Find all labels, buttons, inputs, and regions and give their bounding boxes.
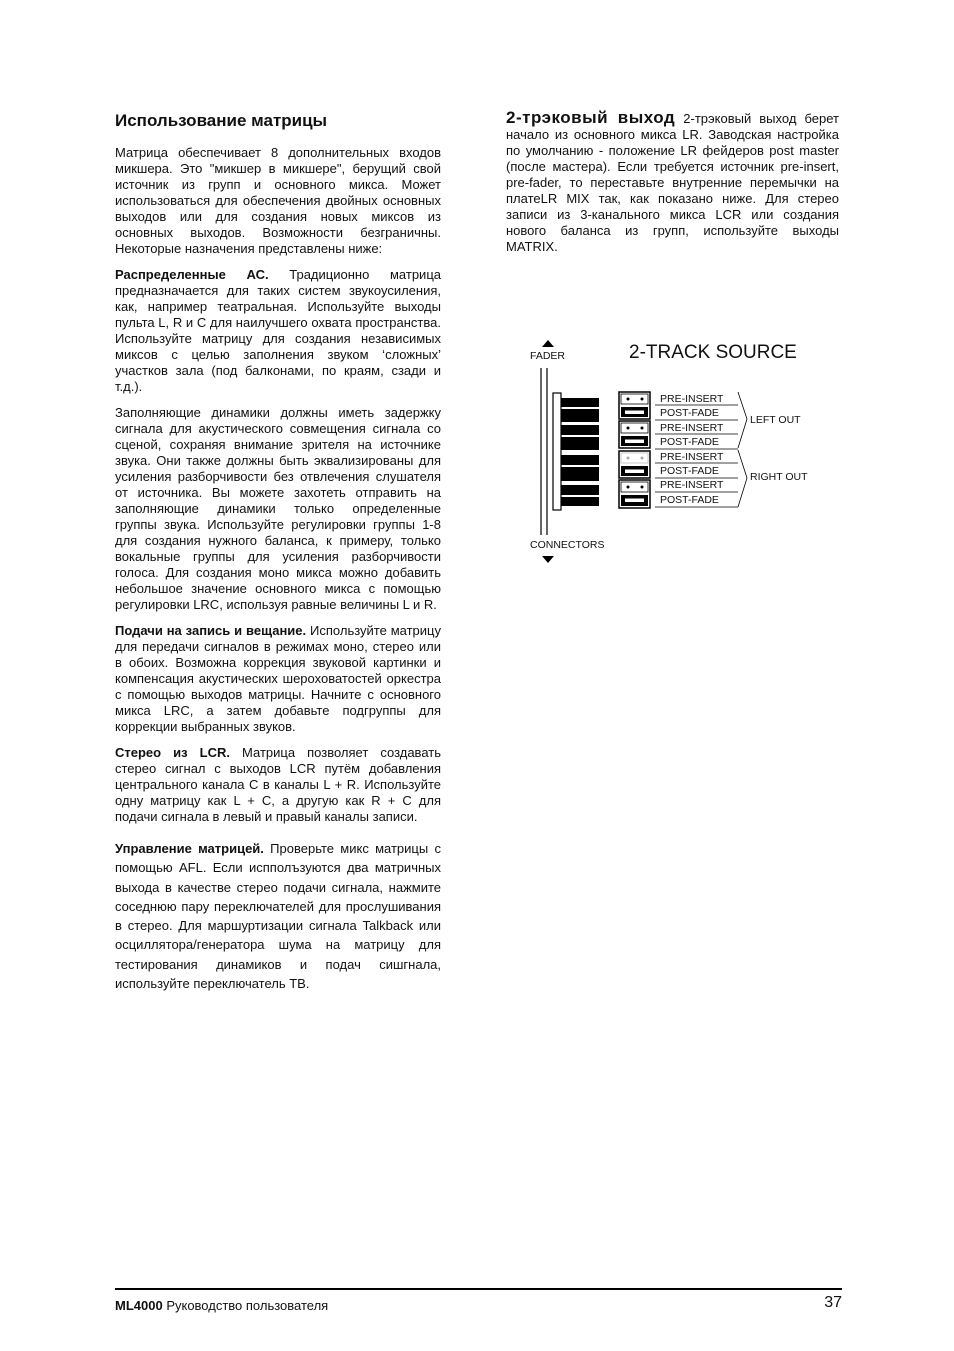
intro-paragraph: Матрица обеспечивает 8 дополнительных входов микшера. Это "микшер в микшере", берущий свой источник из групп и основного микса. Может использоваться для обеспечения двойных основных выходов или для создания новых миксов из основных выходов. Возможности безграничны. Некоторые назначения представлены ниже:: [115, 145, 441, 256]
paragraph-body: Используйте матрицу для передачи сигналов в режимах моно, стерео или в обоих. Возможна коррекция звуковой картинки и компенсация акустических шероховатостей оркестра с помощью выходов матрицы. Начните с основного микса LRC, а затем добавьте подгруппы для коррекции выбранных звуков.: [115, 623, 441, 734]
jumper-label-post-fade: POST-FADE: [660, 494, 719, 506]
paragraph-recording-feeds: [115, 623, 441, 735]
pcb-board: [553, 393, 561, 510]
jumper-label-post-fade: POST-FADE: [660, 436, 719, 448]
section-heading-2track: 2-трэковый выход: [506, 108, 676, 127]
right-out-brace: [738, 450, 747, 507]
paragraph-distributed-speakers: [115, 267, 441, 395]
paragraph-lead: Подачи на запись и вещание.: [115, 623, 307, 638]
jumper-label-post-fade: POST-FADE: [660, 465, 719, 477]
paragraph-lead: Распределенные АС.: [115, 267, 269, 282]
jumper-block: [561, 455, 599, 465]
connectors-label: CONNECTORS: [530, 539, 605, 551]
paragraph-body: Проверьте микс матрицы с помощью AFL. Если испполъзуются два матричных выхода в качестве стерео подачи сигнала, нажмите соседнюю пару переключателей для прослушивания в стерео. Для маршуртизации сигнала Talkback или осциллятора/генератора шума на матрицу для тестирования динамиков и подач сишгнала, используйте переключатель TB.: [115, 841, 441, 992]
jumper-block: [561, 398, 599, 407]
paragraph-lead: Управление матрицей.: [115, 841, 264, 856]
paragraph-lead: Стерео из LCR.: [115, 745, 230, 760]
jumper-block: [561, 425, 599, 435]
left-out-brace: [738, 392, 747, 448]
jumper-label-pre-insert: PRE-INSERT: [660, 422, 724, 434]
fader-label: FADER: [530, 350, 566, 362]
jumper-block: [561, 437, 599, 450]
right-out-label: RIGHT OUT: [750, 471, 808, 483]
right-column: [506, 110, 839, 255]
jumper-block: [561, 485, 599, 495]
jumper-header-right-2: [619, 480, 650, 508]
paragraph-body: 2-трэковый выход берет начало из основного микса LR. Заводская настройка по умолчанию - положение LR фейдеров post master (после мастера). Если требуется источник pre-insert, pre-fader, то переставьте внутренние перемычки на платеLR MIX так, как показано ниже. Для стерео записи из 3-канального микса LCR или создания нового баланса из групп, используйте выходы MATRIX.: [506, 111, 839, 254]
paragraph-2track-output: [506, 110, 839, 255]
jumper-header-left-1: [619, 392, 650, 419]
arrow-up-icon: [542, 340, 554, 347]
diagram-title: 2-TRACK SOURCE: [629, 342, 797, 363]
left-out-label: LEFT OUT: [750, 414, 801, 426]
footer-manual-title: [115, 1298, 328, 1313]
jumper-block: [561, 409, 599, 422]
2track-source-diagram: [522, 335, 852, 565]
diagram-graphics: [522, 335, 852, 565]
jumper-header-left-2: [619, 421, 650, 448]
jumper-label-post-fade: POST-FADE: [660, 407, 719, 419]
jumper-label-pre-insert: PRE-INSERT: [660, 451, 724, 463]
paragraph-fill-speakers: Заполняющие динамики должны иметь задержку сигнала для акустического совмещения сигнала со сценой, сохраняя внимание зрителя на источнике звука. Они также должны быть эквализированы для усиления разборчивости без отвлечения слушателя от источника. Вы можете захотеть отправить на заполняющие динамики только определенные группы звука. Используйте регулировки группы 1-8 для создания нужного баланса, к примеру, только вокальные группы для усиления разборчивости голоса. Для создания моно микса можно добавить небольшое значение основного микса с помощью регулировки LRC, используя равные величины L и R.: [115, 405, 441, 612]
jumper-label-pre-insert: PRE-INSERT: [660, 393, 724, 405]
paragraph-body: Традиционно матрица предназначается для таких систем звукоусиления, как, например театральная. Используйте выходы пульта L, R и C для наилучшего охвата пространства. Используйте матрицу для создания независимых миксов с целью заполнения звуком ‘сложных’ участков зала (под балконами, по краям, сзади и т.д.).: [115, 267, 441, 394]
footer-title: Руководство пользователя: [162, 1298, 329, 1313]
footer-model: ML4000: [115, 1298, 163, 1313]
jumper-label-pre-insert: PRE-INSERT: [660, 479, 724, 491]
paragraph-body: Матрица позволяет создавать стерео сигнал с выходов LCR путём добавления центрального канала C в каналы L + R. Используйте одну матрицу как L + C, а другую как R + C для подачи сигнала в левый и правый каналы записи.: [115, 745, 441, 824]
jumper-block: [561, 467, 599, 481]
section-heading-matrix: Использование матрицы: [115, 111, 328, 130]
footer-rule: [115, 1288, 842, 1290]
left-column: [115, 110, 441, 1003]
jumper-header-right-1: [619, 451, 650, 478]
page-number: 37: [824, 1294, 842, 1311]
arrow-down-icon: [542, 556, 554, 563]
jumper-block: [561, 497, 599, 506]
paragraph-matrix-control: [115, 839, 441, 993]
paragraph-stereo-from-lcr: [115, 745, 441, 825]
